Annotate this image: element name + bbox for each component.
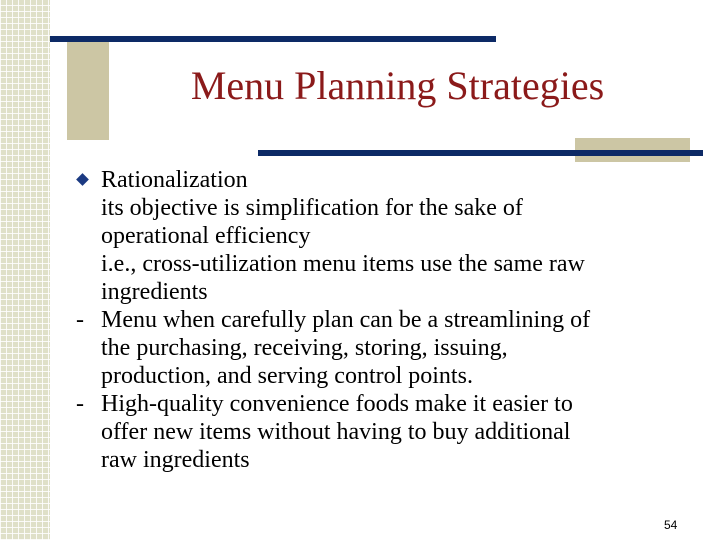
decorative-title-block xyxy=(67,40,109,140)
page-number: 54 xyxy=(664,518,678,532)
dash-line: Menu when carefully plan can be a streamlining of xyxy=(101,307,591,333)
dash-item xyxy=(74,390,684,474)
decorative-top-bar xyxy=(50,36,496,42)
dash-marker: - xyxy=(76,391,84,417)
bullet-line: ingredients xyxy=(101,279,208,305)
dash-line: production, and serving control points. xyxy=(101,363,473,389)
dash-marker: - xyxy=(76,307,84,333)
dash-line: raw ingredients xyxy=(101,447,250,473)
dash-line: High-quality convenience foods make it easier to xyxy=(101,391,573,417)
slide-title: Menu Planning Strategies xyxy=(190,63,605,108)
dash-line: the purchasing, receiving, storing, issuing, xyxy=(101,335,508,361)
bullet-heading: Rationalization xyxy=(101,167,248,193)
decorative-bottom-bar xyxy=(258,150,703,156)
bullet-line: its objective is simplification for the sake of xyxy=(101,195,523,221)
dash-line: offer new items without having to buy additional xyxy=(101,419,571,445)
diamond-bullet-icon xyxy=(76,173,89,186)
decorative-side-strip xyxy=(0,0,50,540)
bullet-item xyxy=(74,166,684,306)
dash-item xyxy=(74,306,684,390)
slide-body xyxy=(74,166,684,474)
bullet-line: operational efficiency xyxy=(101,223,311,249)
bullet-line: i.e., cross-utilization menu items use the same raw xyxy=(101,251,585,277)
